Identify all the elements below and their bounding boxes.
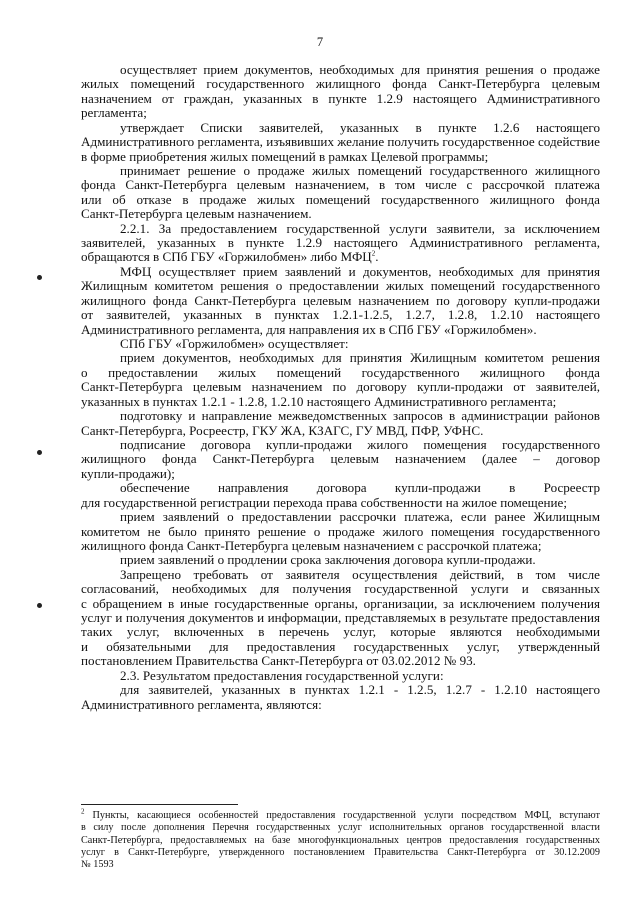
line-text: Жилищным комитетом решения о предоставлении жилых помещений государственного (81, 278, 600, 294)
paragraph-line (81, 553, 600, 567)
line-text: Запрещено требовать от заявителя осуществления действий, в том числе (120, 566, 600, 582)
footnote-line-text: в силу после дополнения Перечня государственных услуг исполнительных органов государственной власти (81, 822, 600, 834)
paragraph-line (81, 265, 600, 279)
paragraph-line (81, 510, 600, 524)
paragraph-line (81, 438, 600, 452)
line-text: заявителей, указанных в пункте 1.2.9 настоящего Административного регламента, (81, 235, 600, 251)
line-text: прием заявлений о предоставлении рассрочки платежа, если ранее Жилищным (120, 509, 600, 525)
paragraph-line (81, 164, 600, 178)
line-text: СПб ГБУ «Горжилобмен» осуществляет: (120, 336, 349, 352)
paragraph-line (81, 568, 600, 582)
paragraph (81, 568, 600, 669)
paragraph-line (81, 625, 600, 639)
paragraph-line (81, 640, 600, 654)
line-text: жилищного фонда Санкт-Петербурга целевым назначением по договору купли-продажи (81, 292, 600, 308)
paragraph-line (81, 698, 600, 712)
paragraph-line (81, 106, 600, 120)
footnote-line-text: услуг в Санкт-Петербурге, утвержденного постановлением Правительства Санкт-Петербурга от 30.12.2009 (81, 846, 600, 858)
line-text: Административного регламента, являются: (81, 696, 322, 712)
footnote-line (81, 807, 600, 822)
paragraph-line (81, 539, 600, 553)
paragraph-line (81, 135, 600, 149)
paragraph (81, 164, 600, 222)
line-text: Административного регламента, изъявивших желание получить государственное содействие (81, 134, 600, 150)
line-text: для государственной регистрации перехода права собственности на жилое помещение; (81, 494, 568, 510)
footnote-separator (81, 804, 238, 805)
line-text: фонда Санкт-Петербурга целевым назначением, в том числе с рассрочкой платежа (81, 177, 600, 193)
line-text: от заявителей, указанных в пунктах 1.2.1-1.2.5, 1.2.7, 1.2.8, 1.2.10 настоящего (81, 307, 600, 323)
paragraph-line (81, 654, 600, 668)
line-text: с обращением в иные государственные органы, организации, за исключением получения (81, 595, 600, 611)
body-text (81, 63, 600, 712)
paragraph (81, 63, 600, 121)
paragraph-line (81, 611, 600, 625)
paragraph-line (81, 525, 600, 539)
paragraph-line (81, 63, 600, 77)
line-text: Санкт-Петербурга целевым назначением по договору купли-продажи от заявителей, (81, 379, 600, 395)
paragraph-line (81, 351, 600, 365)
paragraph-line (81, 683, 600, 697)
footnote (81, 807, 600, 871)
footnote-line-text: Санкт-Петербурга, предоставляемых на базе многофункциональных центров предоставления государственных (81, 834, 600, 846)
paragraph (81, 265, 600, 337)
paragraph-line (81, 279, 600, 293)
line-text: назначением от граждан, указанных в пункте 1.2.9 настоящего Административного (81, 90, 600, 106)
line-text: подготовку и направление межведомственных запросов в администрации районов (120, 408, 600, 424)
paragraph-line (81, 222, 600, 236)
line-text: жилищного фонда Санкт-Петербурга целевым назначением (далее – договор (81, 451, 600, 467)
paragraph (81, 683, 600, 712)
line-text: жилищного фонда Санкт-Петербурга целевым назначением с рассрочкой платежа; (81, 537, 542, 553)
line-text: 2.3. Результатом предоставления государственной услуги: (120, 667, 444, 683)
line-text: указанных в пунктах 1.2.1 - 1.2.8, 1.2.10 настоящего Административного регламента; (81, 393, 557, 409)
line-text: обращаются в СПб ГБУ «Горжилобмен» либо МФЦ (81, 249, 372, 265)
line-text: таких услуг, включенных в перечень услуг, которые являются необходимыми (81, 624, 600, 640)
line-text: для заявителей, указанных в пунктах 1.2.1 - 1.2.5, 1.2.7 - 1.2.10 настоящего (120, 682, 600, 698)
paragraph-line (81, 467, 600, 481)
paragraph-line (81, 597, 600, 611)
paragraph-line (81, 193, 600, 207)
line-text: обеспечение направления договора купли-продажи в Росреестр (120, 480, 600, 496)
paragraph (81, 409, 600, 438)
paragraph-line (81, 308, 600, 322)
paragraph (81, 351, 600, 409)
paragraph-line (81, 669, 600, 683)
paragraph (81, 553, 600, 567)
paragraph-line (81, 250, 600, 264)
line-text: купли-продажи); (81, 465, 175, 481)
paragraph-line (81, 178, 600, 192)
paragraph-line (81, 481, 600, 495)
line-text: и обязательными для предоставления государственных услуг, утвержденный (81, 638, 600, 654)
line-text: прием заявлений о продлении срока заключения договора купли-продажи. (120, 552, 536, 568)
paragraph-line (81, 294, 600, 308)
binding-hole-mark (37, 603, 42, 608)
paragraph-line (81, 395, 600, 409)
line-text: принимает решение о продаже жилых помещений государственного жилищного (120, 162, 600, 178)
paragraph-line (81, 337, 600, 351)
line-text: согласований, необходимых для получения государственной услуги и связанных (81, 581, 600, 597)
paragraph-line (81, 380, 600, 394)
line-text: осуществляет прием документов, необходимых для принятия решения о продаже (120, 62, 600, 77)
footnote-line (81, 847, 600, 859)
binding-hole-mark (37, 450, 42, 455)
line-text: прием документов, необходимых для принятия Жилищным комитетом решения (120, 350, 600, 366)
paragraph (81, 222, 600, 265)
line-text: жилых помещений государственного жилищного фонда Санкт-Петербурга целевым (81, 76, 600, 92)
paragraph-line (81, 121, 600, 135)
footnote-line-text: Пункты, касающиеся особенностей предоставления государственной услуги посредством МФЦ, вступают (84, 810, 600, 821)
line-text: о предоставлении жилых помещений государственного жилищного фонда (81, 364, 600, 380)
footnote-reference: 2 (371, 250, 376, 259)
footnote-marker: 2 (81, 807, 85, 816)
paragraph (81, 337, 600, 351)
footnote-line (81, 822, 600, 834)
footnote-line-text: № 1593 (81, 859, 114, 871)
paragraph (81, 481, 600, 510)
line-text: услуг и получения документов и информации, представляемых в результате предоставления (81, 610, 600, 626)
paragraph-line (81, 409, 600, 423)
paragraph (81, 510, 600, 553)
paragraph-line (81, 150, 600, 164)
line-text: Административного регламента, для направления их в СПб ГБУ «Горжилобмен». (81, 321, 537, 337)
paragraph-line (81, 207, 600, 221)
paragraph (81, 669, 600, 683)
line-text: МФЦ осуществляет прием заявлений и документов, необходимых для принятия (120, 263, 600, 279)
footnote-line (81, 859, 600, 871)
paragraph-line (81, 366, 600, 380)
paragraph-line (81, 424, 600, 438)
line-tail: . (375, 249, 379, 265)
paragraph-line (81, 77, 600, 91)
paragraph (81, 438, 600, 481)
line-text: комитетом не было принято решение о продаже жилого помещения государственного (81, 523, 600, 539)
line-text: регламента; (81, 105, 147, 121)
page-number: 7 (316, 35, 324, 49)
line-text: Санкт-Петербурга, Росреестр, ГКУ ЖА, КЗАГС, ГУ МВД, ПФР, УФНС. (81, 422, 484, 438)
paragraph-line (81, 452, 600, 466)
line-text: в форме приобретения жилых помещений в рамках Целевой программы; (81, 148, 489, 164)
paragraph-line (81, 236, 600, 250)
paragraph-line (81, 582, 600, 596)
line-text: подписание договора купли-продажи жилого помещения государственного (120, 436, 600, 452)
paragraph-line (81, 323, 600, 337)
line-text: или об отказе в продаже жилых помещений государственного жилищного фонда (81, 191, 600, 207)
binding-hole-mark (37, 275, 42, 280)
footnote-line (81, 835, 600, 847)
paragraph-line (81, 496, 600, 510)
paragraph (81, 121, 600, 164)
paragraph-line (81, 92, 600, 106)
line-text: постановлением Правительства Санкт-Петербурга от 03.02.2012 № 93. (81, 653, 476, 669)
line-text: 2.2.1. За предоставлением государственной услуги заявители, за исключением (120, 220, 600, 236)
line-text: утверждает Списки заявителей, указанных в пункте 1.2.6 настоящего (120, 119, 600, 135)
line-text: Санкт-Петербурга целевым назначением. (81, 206, 312, 222)
